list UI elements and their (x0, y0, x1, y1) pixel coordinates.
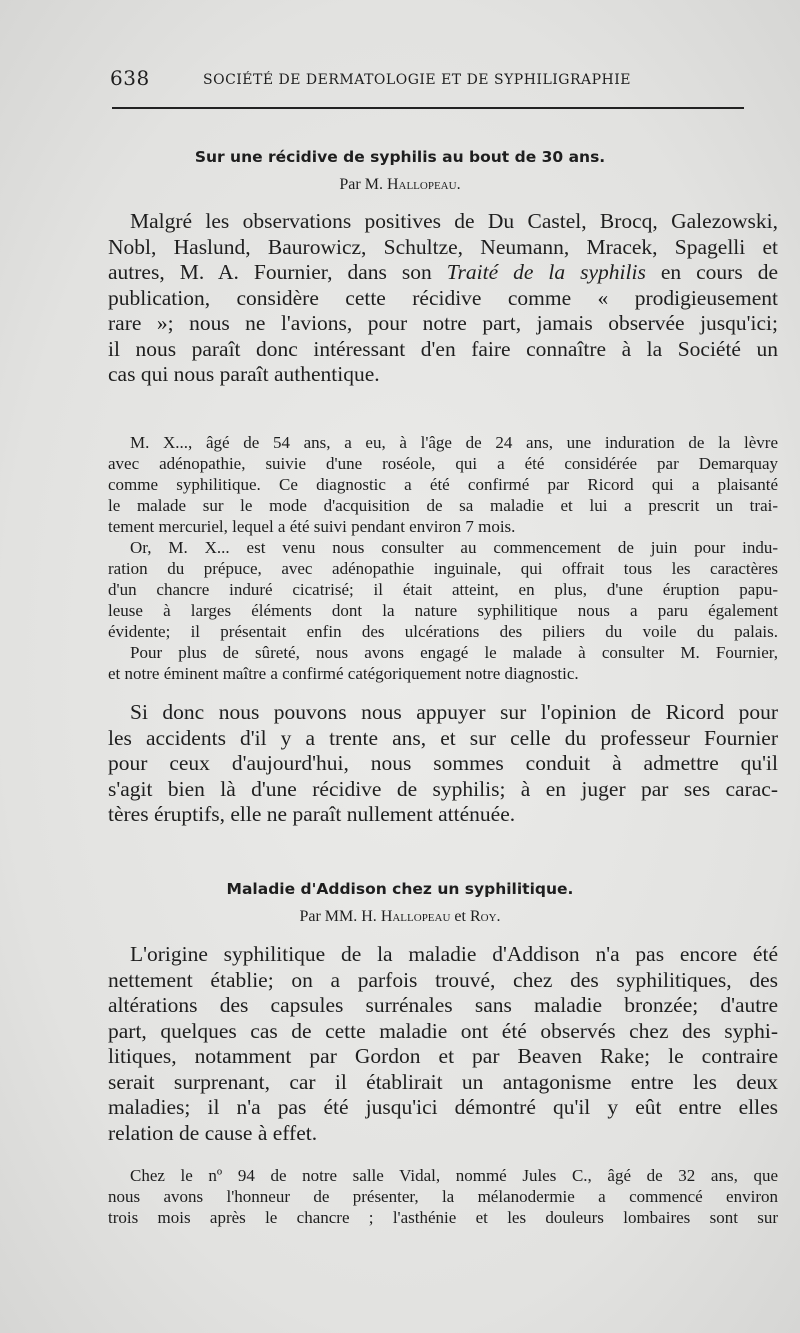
text-line: L'origine syphilitique de la maladie d'Addison n'a pas encore été (130, 942, 778, 966)
text-line: évidente; il présentait enfin des ulcérations des piliers du voile du palais. (108, 622, 778, 641)
byline-author: Roy. (469, 908, 501, 925)
text-span: autres, M. A. Fournier, dans son (108, 260, 432, 284)
text-line: ration du prépuce, avec adénopathie inguinale, qui offrait tous les caractères (108, 559, 778, 578)
text-line: les accidents d'il y a trente ans, et sur celle du professeur Fournier (108, 725, 778, 750)
byline-prefix: Par MM. H. (299, 908, 377, 925)
running-header (110, 66, 770, 94)
text-line: cas qui nous paraît authentique. (108, 362, 380, 386)
text-line: tères éruptifs, elle ne paraît nullement atténuée. (108, 802, 516, 826)
text-line (108, 260, 778, 286)
text-line: d'un chancre induré cicatrisé; il était atteint, en plus, d'une éruption papu- (108, 580, 778, 599)
text-line: Nobl, Haslund, Baurowicz, Schultze, Neumann, Mracek, Spagelli et (108, 234, 778, 259)
paragraph-intro (108, 209, 778, 388)
paragraph-conclusion (108, 700, 778, 828)
text-line: leuse à larges éléments dont la nature syphilitique nous a paru également (108, 601, 778, 620)
text-line: s'agit bien là d'une récidive de syphilis; à en juger par ses carac- (108, 776, 778, 801)
article-title: Sur une récidive de syphilis au bout de 30 ans. (194, 148, 606, 166)
text-line: M. X..., âgé de 54 ans, a eu, à l'âge de 24 ans, une induration de la lèvre (130, 433, 778, 452)
byline-prefix: Par M. (339, 176, 383, 193)
book-title: Traité de la syphilis (446, 260, 646, 284)
text-line: rare »; nous ne l'avions, pour notre part, jamais observée jusqu'ici; (108, 311, 778, 335)
article-title: Maladie d'Addison chez un syphilitique. (226, 880, 574, 898)
text-line: trois mois après le chancre ; l'asthénie et les douleurs lombaires sont sur (108, 1208, 778, 1227)
text-span: en cours de (660, 260, 778, 284)
text-line: Or, M. X... est venu nous consulter au commencement de juin pour indu- (130, 538, 778, 557)
text-line: relation de cause à effet. (108, 1120, 318, 1145)
text-line: litiques, notamment par Gordon et par Beaven Rake; le contraire (108, 1044, 778, 1068)
text-line: nettement établie; on a parfois trouvé, chez des syphilitiques, des (108, 967, 778, 992)
text-line: avec adénopathie, suivie d'une roséole, qui a été considérée par Demarquay (108, 454, 778, 473)
text-line: serait surprenant, car il établirait un antagonisme entre les deux (108, 1069, 778, 1094)
case-report (108, 1165, 778, 1228)
byline-and: et (454, 908, 466, 925)
article-byline (0, 907, 800, 927)
page-number: 638 (110, 66, 150, 90)
text-line: comme syphilitique. Ce diagnostic a été confirmé par Ricord qui a plaisanté (108, 475, 778, 494)
text-line: Chez le nº 94 de notre salle Vidal, nommé Jules C., âgé de 32 ans, que (130, 1166, 778, 1185)
text-line: Malgré les observations positives de Du Castel, Brocq, Galezowski, (130, 209, 778, 233)
article-byline (0, 175, 800, 195)
text-line: part, quelques cas de cette maladie ont été observés chez des syphi- (108, 1018, 778, 1043)
running-title: SOCIÉTÉ DE DERMATOLOGIE ET DE SYPHILIGRAPHIE (203, 72, 632, 88)
text-line: Pour plus de sûreté, nous avons engagé le malade à consulter M. Fournier, (130, 643, 778, 662)
text-line: publication, considère cette récidive comme « prodigieusement (108, 285, 778, 310)
text-line: maladies; il n'a pas été jusqu'ici démontré qu'il y eût entre elles (108, 1095, 778, 1119)
text-line: Si donc nous pouvons nous appuyer sur l'opinion de Ricord pour (130, 700, 778, 724)
paragraph-addison (108, 942, 778, 1146)
text-line: nous avons l'honneur de présenter, la mélanodermie a commencé environ (108, 1187, 778, 1206)
text-line: tement mercuriel, lequel a été suivi pendant environ 7 mois. (108, 517, 516, 536)
text-line: altérations des capsules surrénales sans maladie bronzée; d'autre (108, 993, 778, 1017)
header-rule (112, 107, 744, 109)
text-line: il nous paraît donc intéressant d'en faire connaître à la Société un (108, 336, 778, 361)
text-line: pour ceux d'aujourd'hui, nous sommes conduit à admettre qu'il (108, 751, 778, 775)
text-line: et notre éminent maître a confirmé catégoriquement notre diagnostic. (108, 664, 579, 683)
text-line: le malade sur le mode d'acquisition de sa maladie et lui a prescrit un trai- (108, 496, 778, 515)
case-report (108, 432, 778, 684)
byline-author: Hallopeau. (386, 176, 461, 193)
byline-author: Hallopeau (380, 908, 451, 925)
